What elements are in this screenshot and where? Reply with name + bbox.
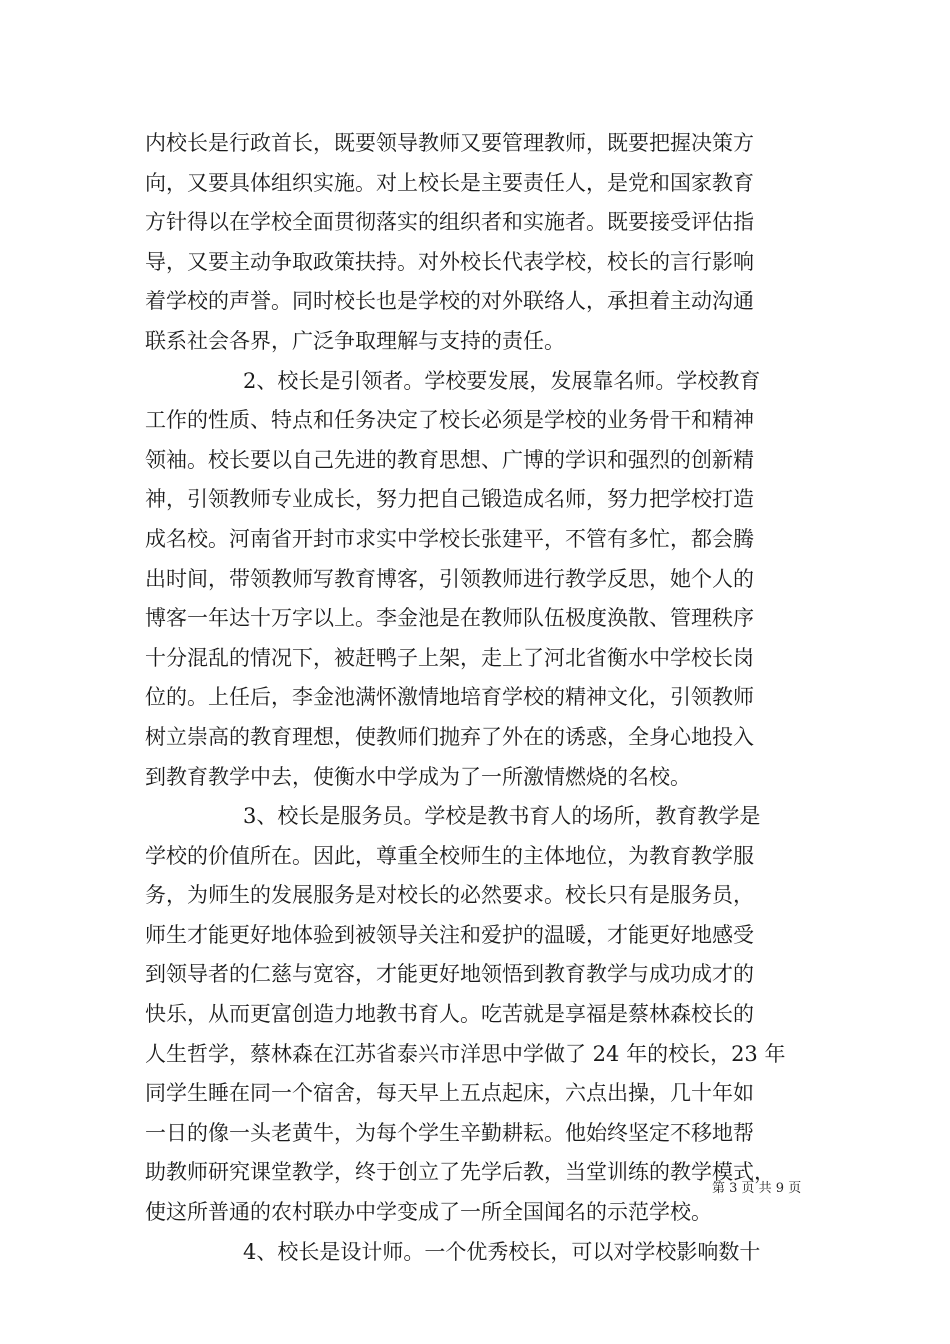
text-line: 神，引领教师专业成长，努力把自己锻造成名师，努力把学校打造 [145,487,754,512]
text-line: 树立崇高的教育理想，使教师们抛弃了外在的诱惑，全身心地投入 [145,724,754,749]
text-line: 工作的性质、特点和任务决定了校长必须是学校的业务骨干和精神 [145,408,754,433]
text-line: 联系社会各界，广泛争取理解与支持的责任。 [145,328,565,353]
text-line: 位的。上任后，李金池满怀激情地培育学校的精神文化，引领教师 [145,685,754,710]
text-line: 十分混乱的情况下，被赶鸭子上架，走上了河北省衡水中学校长岗 [145,645,754,670]
text-line: 快乐，从而更富创造力地教书育人。吃苦就是享福是蔡林森校长的 [145,1002,754,1027]
text-line: 助教师研究课堂教学，终于创立了先学后教，当堂训练的教学模式， [145,1160,775,1185]
text-line: 务，为师生的发展服务是对校长的必然要求。校长只有是服务员， [145,883,754,908]
text-line: 博客一年达十万字以上。李金池是在教师队伍极度涣散、管理秩序 [145,606,754,631]
text-line: 导，又要主动争取政策扶持。对外校长代表学校，校长的言行影响 [145,249,754,274]
text-line: 领袖。校长要以自己先进的教育思想、广博的学识和强烈的创新精 [145,447,754,472]
text-line: 学校的价值所在。因此，尊重全校师生的主体地位，为教育教学服 [145,843,754,868]
text-line: 到领导者的仁慈与宽容，才能更好地领悟到教育教学与成功成才的 [145,962,754,987]
text-line: 成名校。河南省开封市求实中学校长张建平，不管有多忙，都会腾 [145,526,754,551]
text-line: 向，又要具体组织实施。对上校长是主要责任人，是党和国家教育 [145,170,754,195]
paragraph-start-3: 3、校长是服务员。学校是教书育人的场所，教育教学是 [243,804,761,829]
text-line: 使这所普通的农村联办中学变成了一所全国闻名的示范学校。 [145,1200,712,1225]
text-line: 着学校的声誉。同时校长也是学校的对外联络人，承担着主动沟通 [145,289,754,314]
text-line: 方针得以在学校全面贯彻落实的组织者和实施者。既要接受评估指 [145,210,754,235]
text-line: 人生哲学，蔡林森在江苏省泰兴市洋思中学做了 24 年的校长，23 年 [145,1041,786,1066]
paragraph-start-2: 2、校长是引领者。学校要发展，发展靠名师。学校教育 [243,368,761,393]
text-line: 内校长是行政首长，既要领导教师又要管理教师，既要把握决策方 [145,131,754,155]
body-text [145,124,807,1272]
text-line: 到教育教学中去，使衡水中学成为了一所激情燃烧的名校。 [145,764,691,789]
text-line: 出时间，带领教师写教育博客，引领教师进行教学反思，她个人的 [145,566,754,591]
text-line: 一日的像一头老黄牛，为每个学生辛勤耕耘。他始终坚定不移地帮 [145,1120,754,1145]
text-line: 同学生睡在同一个宿舍，每天早上五点起床，六点出操，几十年如 [145,1081,754,1106]
paragraph-start-4: 4、校长是设计师。一个优秀校长，可以对学校影响数十 [243,1239,761,1264]
page-number-footer: 第 3 页 共 9 页 [712,1181,802,1196]
text-line: 师生才能更好地体验到被领导关注和爱护的温暖，才能更好地感受 [145,922,754,947]
